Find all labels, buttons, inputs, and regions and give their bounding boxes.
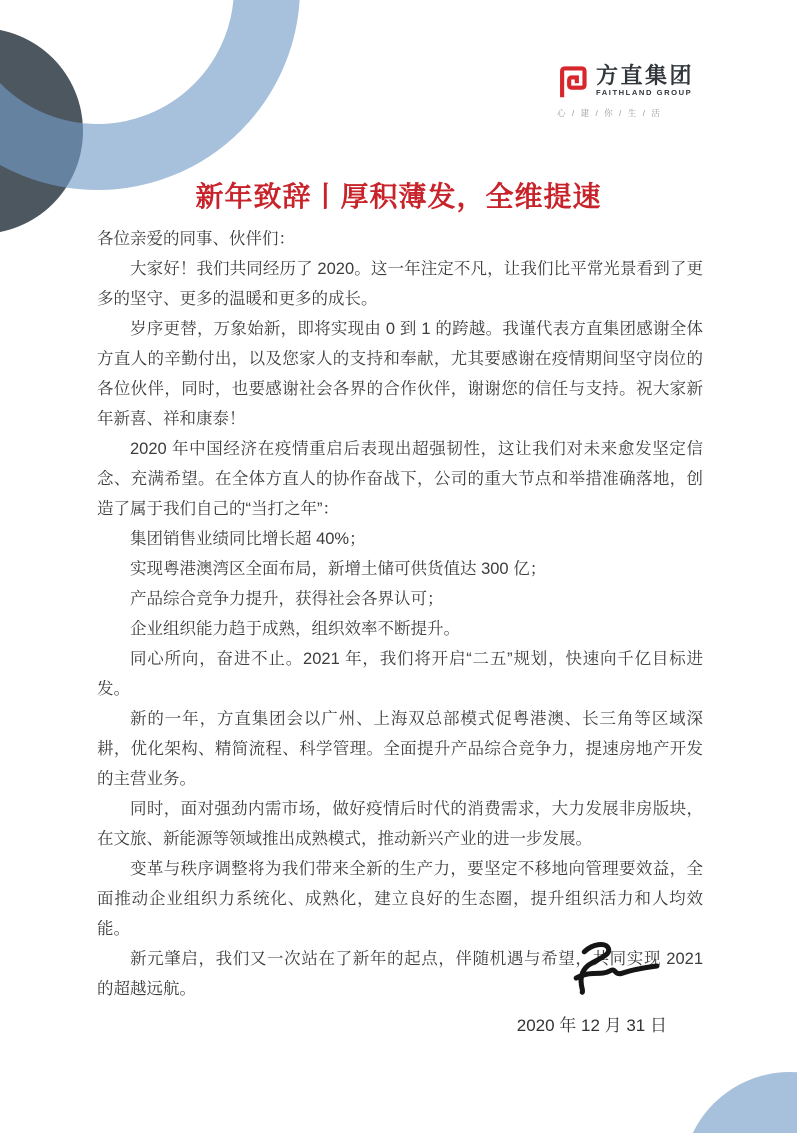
paragraph: 同时，面对强劲内需市场，做好疫情后时代的消费需求，大力发展非房版块，在文旅、新能源等领域推出成熟模式，推动新兴产业的进一步发展。 <box>97 800 703 848</box>
paragraph: 2020 年中国经济在疫情重启后表现出超强韧性，这让我们对未来愈发坚定信念、充满希望。在全体方直人的协作奋战下，公司的重大节点和举措准确落地，创造了属于我们自己的“当打之年”： <box>97 440 703 518</box>
company-logo <box>557 64 707 119</box>
signature-handwriting <box>556 941 662 995</box>
paragraph: 新的一年，方直集团会以广州、上海双总部模式促粤港澳、长三角等区域深耕，优化架构、精简流程、科学管理。全面提升产品综合竞争力，提速房地产开发的主营业务。 <box>97 710 703 788</box>
paragraph: 同心所向，奋进不止。2021 年，我们将开启“二五”规划，快速向千亿目标进发。 <box>97 650 703 698</box>
letter-body <box>97 224 703 1004</box>
letter-title: 新年致辞丨厚积薄发，全维提速 <box>195 181 602 212</box>
paragraph: 新元肇启，我们又一次站在了新年的起点，伴随机遇与希望，共同实现 2021 的超越远航。 <box>97 950 703 998</box>
blue-ring-decor <box>0 0 300 190</box>
logo-name-cn: 方直集团 <box>596 63 695 88</box>
faithland-spiral-icon <box>557 64 589 98</box>
paragraph: 企业组织能力趋于成熟，组织效率不断提升。 <box>130 620 460 638</box>
salutation: 各位亲爱的同事、伙伴们： <box>97 230 295 248</box>
logo-tagline: 心 / 建 / 你 / 生 / 活 <box>557 108 662 118</box>
paragraph: 变革与秩序调整将为我们带来全新的生产力，要坚定不移地向管理要效益，全面推动企业组织力系统化、成熟化，建立良好的生态圈，提升组织活力和人均效能。 <box>97 860 703 938</box>
paragraph: 实现粤港澳湾区全面布局，新增土储可供货值达 300 亿； <box>130 560 547 578</box>
paragraph: 集团销售业绩同比增长超 40%； <box>130 530 366 548</box>
paragraph: 大家好！我们共同经历了 2020。这一年注定不凡，让我们比平常光景看到了更多的坚守、更多的温暖和更多的成长。 <box>97 260 703 308</box>
paragraph: 岁序更替，万象始新，即将实现由 0 到 1 的跨越。我谨代表方直集团感谢全体方直人的辛勤付出，以及您家人的支持和奉献，尤其要感谢在疫情期间坚守岗位的各位伙伴，同时，也要感谢社会各界的合作伙伴，谢谢您的信任与支持。祝大家新年新喜、祥和康泰！ <box>97 320 703 428</box>
letter-date: 2020 年 12 月 31 日 <box>516 1016 667 1035</box>
blue-circle-decor <box>682 1072 797 1133</box>
logo-name-en: FAITHLAND GROUP <box>596 88 693 97</box>
paragraph: 产品综合竞争力提升，获得社会各界认可； <box>130 590 444 608</box>
